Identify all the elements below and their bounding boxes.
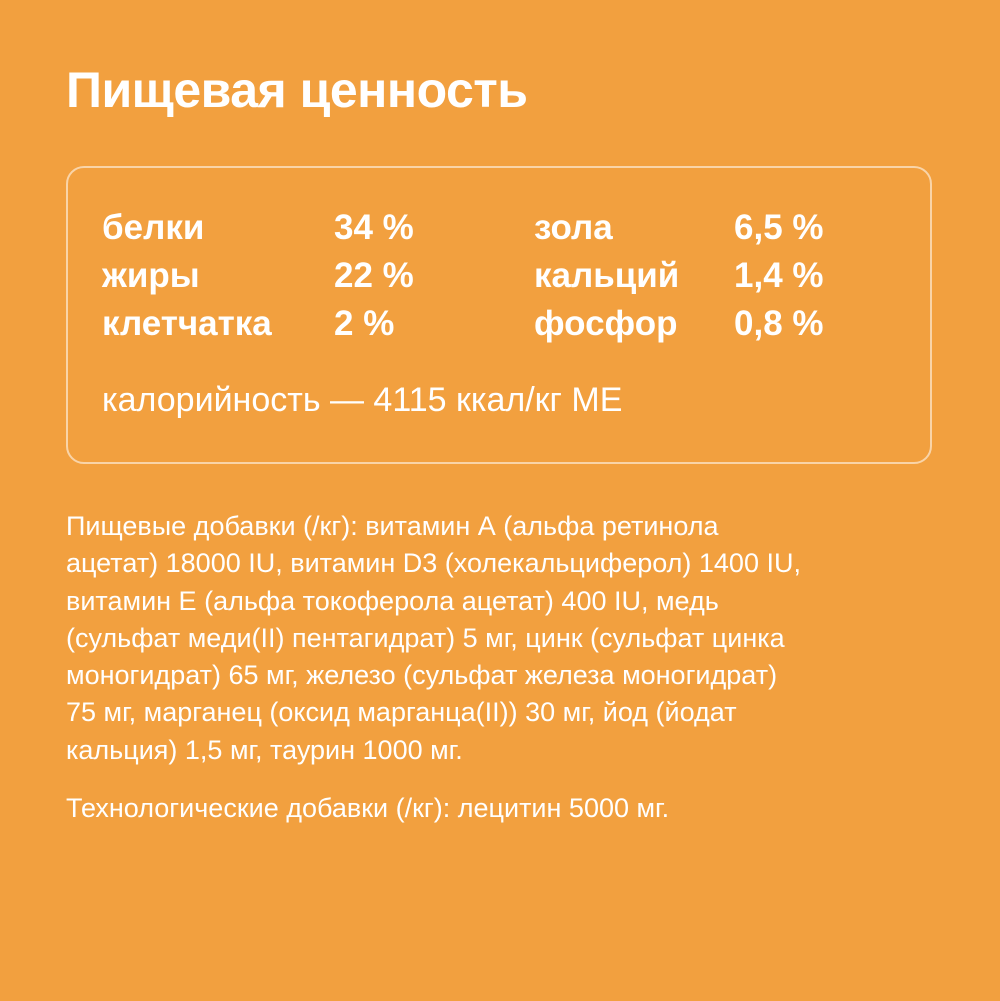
nutrition-card xyxy=(66,166,932,464)
nutrient-value: 34 % xyxy=(334,208,414,247)
nutrient-value: 2 % xyxy=(334,304,395,343)
text-line: 75 мг, марганец (оксид марганца(II)) 30 мг, йод (йодат xyxy=(66,697,737,728)
calories-text: калорийность — 4115 ккал/кг ME xyxy=(102,381,623,419)
nutrient-name: кальций xyxy=(534,256,680,295)
technological-additives-text: Технологические добавки (/кг): лецитин 5000 мг. xyxy=(66,793,670,823)
nutrient-value: 22 % xyxy=(334,256,414,295)
nutrient-name: жиры xyxy=(102,256,200,295)
nutrient-value: 6,5 % xyxy=(734,208,824,247)
nutritional-additives-text xyxy=(66,508,946,769)
nutrient-name: белки xyxy=(102,208,205,247)
nutrient-value: 0,8 % xyxy=(734,304,824,343)
text-line: моногидрат) 65 мг, железо (сульфат железа моногидрат) xyxy=(66,660,778,691)
text-line: ацетат) 18000 IU, витамин D3 (холекальциферол) 1400 IU, xyxy=(66,548,801,579)
text-line: (сульфат меди(II) пентагидрат) 5 мг, цинк (сульфат цинка xyxy=(66,622,785,653)
nutrient-value: 1,4 % xyxy=(734,256,824,295)
text-line: витамин Е (альфа токоферола ацетат) 400 IU, медь xyxy=(66,585,719,616)
nutrient-name: зола xyxy=(534,208,613,247)
page-title: Пищевая ценность xyxy=(66,62,528,118)
text-line: кальция) 1,5 мг, таурин 1000 мг. xyxy=(66,734,463,765)
text-line: Пищевые добавки (/кг): витамин А (альфа ретинола xyxy=(66,511,719,541)
nutrient-name: клетчатка xyxy=(102,304,272,343)
nutrient-name: фосфор xyxy=(534,304,678,343)
